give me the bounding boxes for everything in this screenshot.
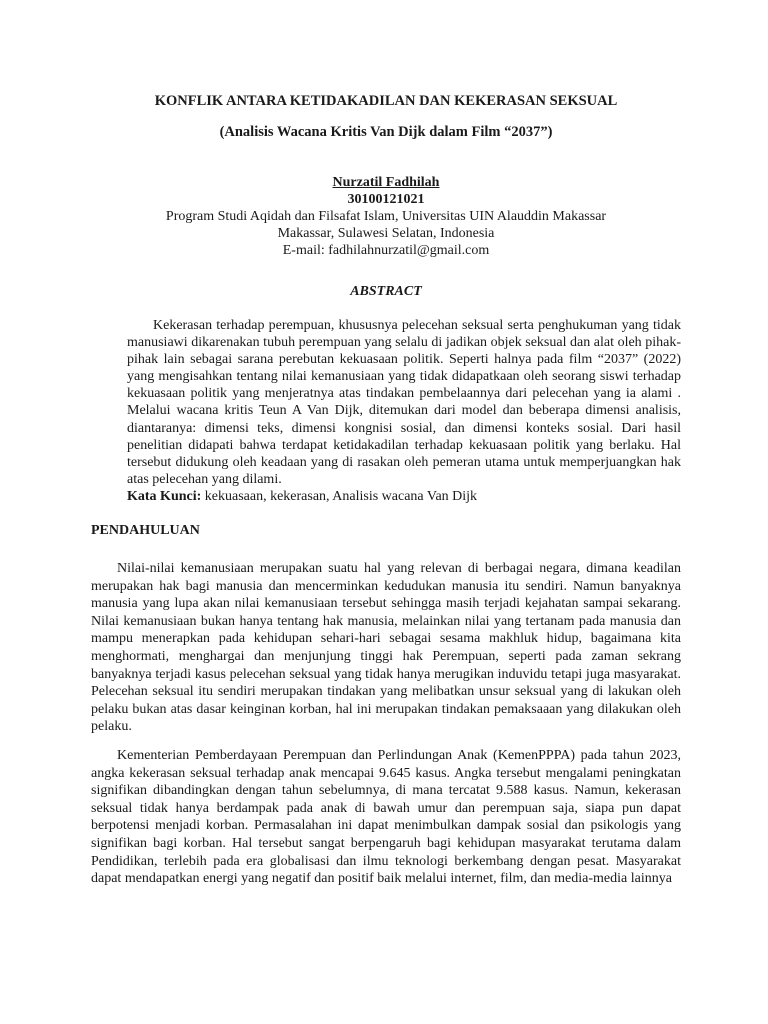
- paper-title: KONFLIK ANTARA KETIDAKADILAN DAN KEKERASAN SEKSUAL: [154, 93, 618, 109]
- abstract: [127, 317, 681, 505]
- abstract-heading: ABSTRACT: [350, 284, 422, 299]
- author-affiliation: Program Studi Aqidah dan Filsafat Islam, Universitas UIN Alauddin Makassar: [165, 209, 607, 224]
- author-name: Nurzatil Fadhilah: [332, 175, 440, 190]
- author-id: 30100121021: [347, 192, 425, 207]
- author-location: Makassar, Sulawesi Selatan, Indonesia: [277, 226, 495, 241]
- intro-paragraph-2: Kementerian Pemberdayaan Perempuan dan Perlindungan Anak (KemenPPPA) pada tahun 2023, angka kekerasan seksual terhadap anak mencapai 9.645 kasus. Angka tersebut mengalami peningkatan signifikan dibandingkan dengan tahun sebelumnya, di mana tercatat 9.588 kasus. Namun, kekerasan seksual tidak hanya berdampak pada anak di bawah umur dan perempuan saja, siapa pun dapat berpotensi menjadi korban. Permasalahan ini dapat menimbulkan dampak sosial dan psikologis yang signifikan bagi korban. Hal tersebut sangat berpengaruh bagi kehidupan masyarakat terutama dalam Pendidikan, terlebih pada era globalisasi dan ilmu teknologi berkembang dengan pesat. Masyarakat dapat mendapatkan energi yang negatif dan positif baik melalui internet, film, dan media-media lainnya: [91, 747, 681, 887]
- keywords-label: Kata Kunci:: [127, 488, 202, 504]
- intro-paragraph-1: Nilai-nilai kemanusiaan merupakan suatu hal yang relevan di berbagai negara, dimana keadilan merupakan hak bagi manusia dan mencerminkan kedudukan manusia itu sendiri. Namun banyaknya manusia yang lupa akan nilai kemanusiaan tersebut sehingga masih terjadi kejahatan sampai sekarang. Nilai kemanusiaan bukan hanya tentang hak manusia, melainkan nilai yang tertanam pada manusia dan mampu menerapkan pada kehidupan sehari-hari sebagai sesama makhluk hidup, bagaimana kita menghormati, menghargai dan menjunjung tinggi hak Perempuan, seperti pada zaman sekrang banyaknya terjadi kasus pelecehan seksual yang tidak hanya merugikan induvidu tetapi juga masyarakat. Pelecehan seksual itu sendiri merupakan tindakan yang melibatkan unsur seksual yang di lakukan oleh pelaku bukan atas dasar keinginan korban, hal ini merupakan tindakan pemaksaaan yang dilakukan oleh pelaku.: [91, 561, 681, 735]
- keywords-value: kekuasaan, kekerasan, Analisis wacana Van Dijk: [201, 488, 478, 504]
- paper-subtitle: (Analisis Wacana Kritis Van Dijk dalam Film “2037”): [219, 124, 553, 140]
- section-heading: PENDAHULUAN: [91, 523, 200, 539]
- author-email: E-mail: fadhilahnurzatil@gmail.com: [282, 243, 490, 258]
- abstract-body: Kekerasan terhadap perempuan, khususnya pelecehan seksual serta penghukuman yang tidak manusiawi dikarenakan tubuh perempuan yang selalu di jadikan objek seksual dan alat oleh pihak-pihak lain sebagai sarana perebutan kekuasaan politik. Seperti halnya pada film “2037” (2022) yang mengisahkan tentang nilai kemanusiaan yang tidak didapatkaan oleh seorang siswi terhadap kekuasaan politik yang menjeratnya atas tindakan pembelaannya dari pelecehan yang ia alami . Melalui wacana kritis Teun A Van Dijk, ditemukan dari model dan beberapa dimensi analisis, diantaranya: dimensi teks, dimensi kongnisi sosial, dan dimensi konteks sosial. Dari hasil penelitian didapati bahwa terdapat ketidakadilan terhadap kekuasaan politik yang berlaku. Hal tersebut didukung oleh keadaan yang di rasakan oleh pemeran utama untuk memperjuangkan hak atas pelecehan yang dilami.: [127, 318, 681, 487]
- author-block: [91, 174, 681, 259]
- keywords-line: [127, 488, 681, 505]
